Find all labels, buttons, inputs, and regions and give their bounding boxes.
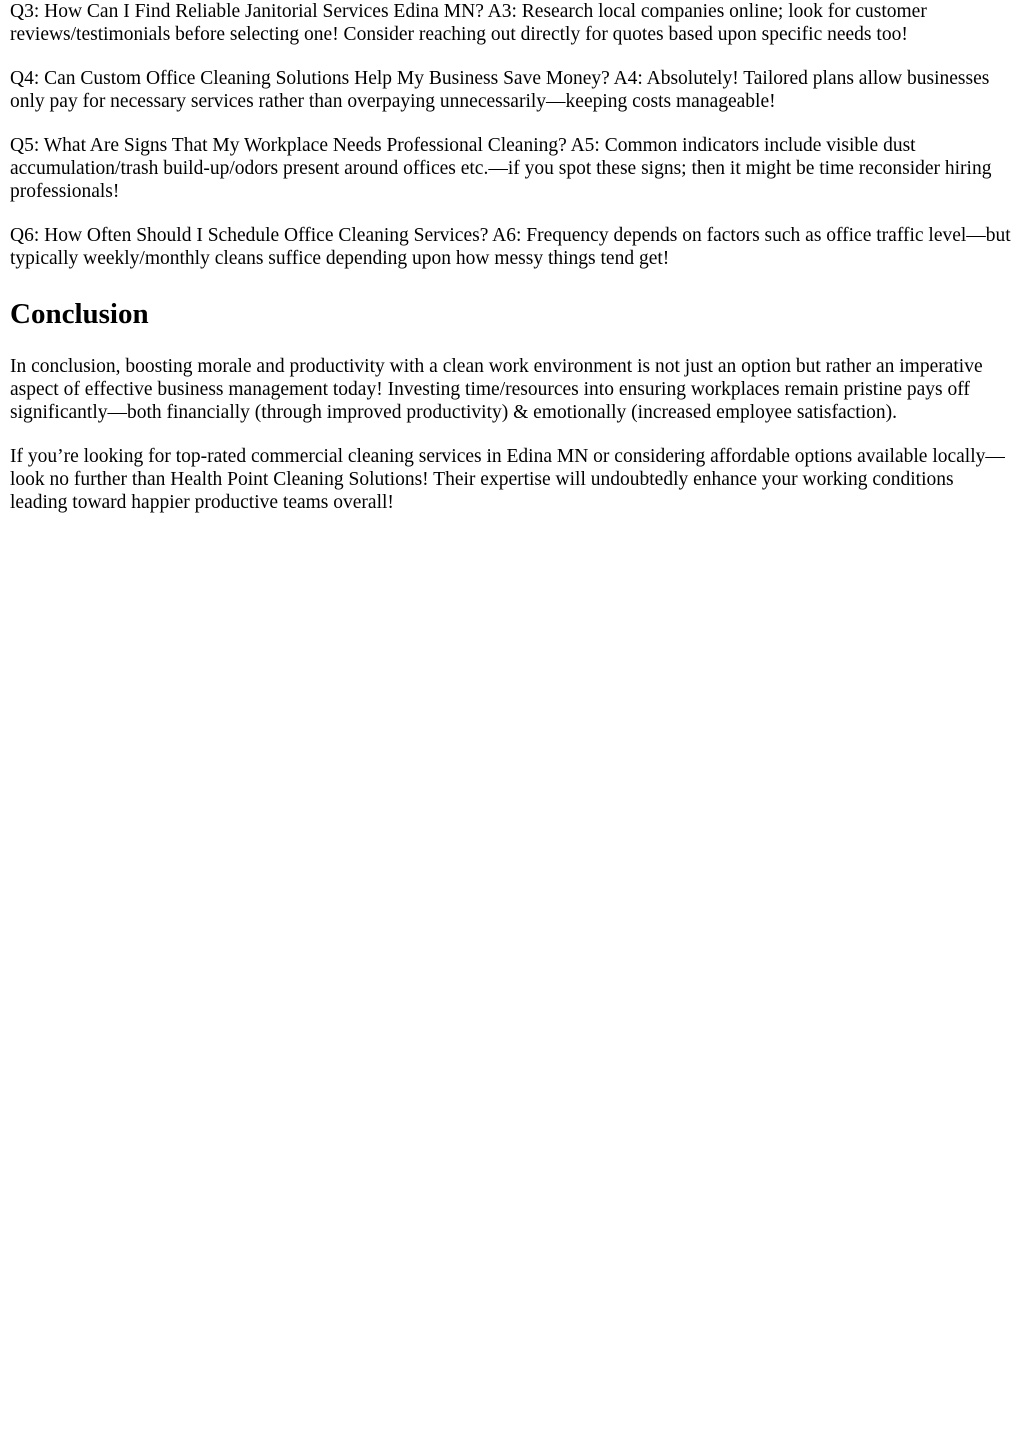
faq-item-q3: Q3: How Can I Find Reliable Janitorial Services Edina MN? A3: Research local companies online; look for customer reviews/testimonials before selecting one! Consider reaching out directly for quotes based upon specific needs too! <box>10 1 927 45</box>
faq-item-q4: Q4: Can Custom Office Cleaning Solutions Help My Business Save Money? A4: Absolutely! Tailored plans allow businesses only pay for necessary services rather than overpaying unnecessarily—keeping costs manageable! <box>10 68 990 112</box>
faq-section <box>10 0 1014 270</box>
conclusion-paragraph-2: If you’re looking for top-rated commercial cleaning services in Edina MN or considering affordable options available locally—look no further than Health Point Cleaning Solutions! Their expertise will undoubtedly enhance your working conditions leading toward happier productive teams overall! <box>10 446 1005 513</box>
conclusion-section <box>10 297 1014 514</box>
faq-item-q5: Q5: What Are Signs That My Workplace Needs Professional Cleaning? A5: Common indicators include visible dust accumulation/trash build-up/odors present around offices etc.—if you spot these signs; then it might be time reconsider hiring professionals! <box>10 135 992 202</box>
conclusion-paragraph-1: In conclusion, boosting morale and productivity with a clean work environment is not just an option but rather an imperative aspect of effective business management today! Investing time/resources into ensuring workplaces remain pristine pays off significantly—both financially (through improved productivity) & emotionally (increased employee satisfaction). <box>10 356 983 423</box>
conclusion-heading: Conclusion <box>10 298 149 330</box>
faq-item-q6: Q6: How Often Should I Schedule Office Cleaning Services? A6: Frequency depends on factors such as office traffic level—but typically weekly/monthly cleans suffice depending upon how messy things tend get! <box>10 225 1011 269</box>
